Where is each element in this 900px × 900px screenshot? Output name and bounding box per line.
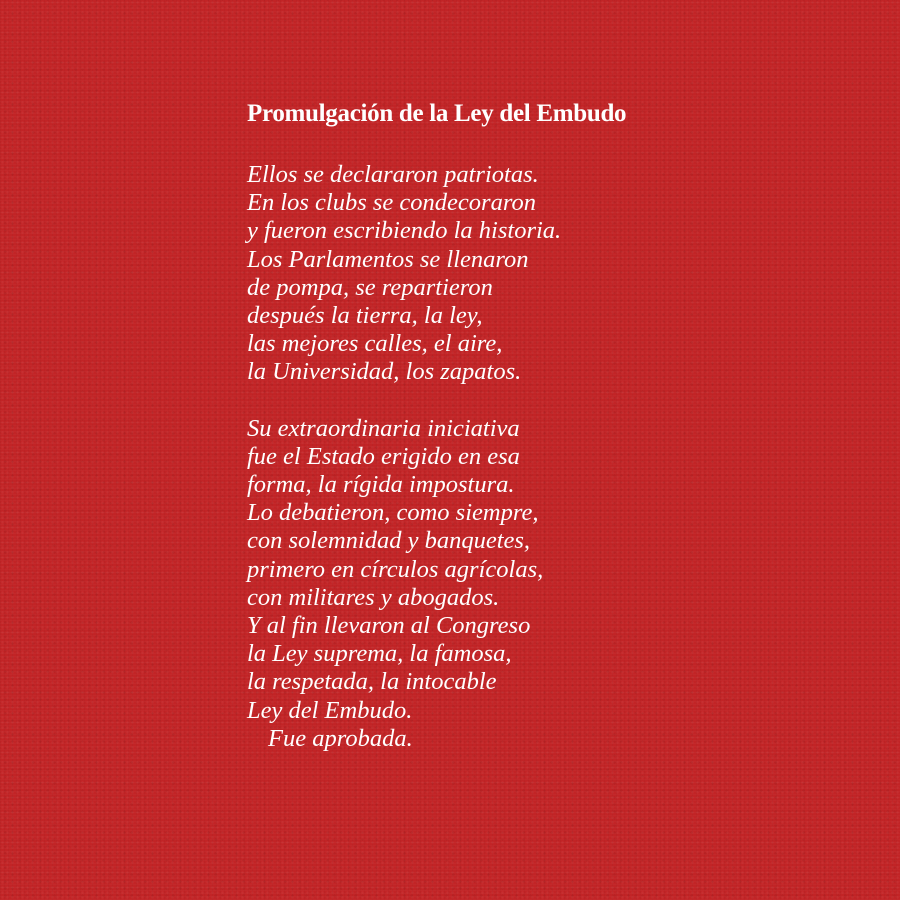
poem-page xyxy=(247,97,867,753)
verse-line: Ellos se declararon patriotas. xyxy=(247,161,539,188)
verse-line: de pompa, se repartieron xyxy=(247,273,493,301)
verse-line: En los clubs se condecoraron xyxy=(247,189,536,217)
verse-line: Los Parlamentos se llenaron xyxy=(247,245,529,273)
verse-line: primero en círculos agrícolas, xyxy=(247,555,544,583)
verse-line: y fueron escribiendo la historia. xyxy=(247,217,562,245)
verse-line: fue el Estado erigido en esa xyxy=(247,442,520,470)
verse-line: la respetada, la intocable xyxy=(247,668,497,696)
stanza-2 xyxy=(247,415,867,753)
verse-line: la Ley suprema, la famosa, xyxy=(247,640,512,668)
verse-line: la Universidad, los zapatos. xyxy=(247,358,522,386)
verse-line: Ley del Embudo. xyxy=(247,696,413,724)
verse-line: forma, la rígida impostura. xyxy=(247,471,515,499)
stanza-1 xyxy=(247,161,867,387)
poem-title: Promulgación de la Ley del Embudo xyxy=(247,100,627,127)
verse-line: con solemnidad y banquetes, xyxy=(247,527,531,555)
verse-line: Su extraordinaria iniciativa xyxy=(247,414,520,442)
verse-line: las mejores calles, el aire, xyxy=(247,330,503,358)
verse-line: Y al fin llevaron al Congreso xyxy=(247,612,531,640)
verse-line-indented: Fue aprobada. xyxy=(268,724,413,752)
verse-line: después la tierra, la ley, xyxy=(247,302,483,330)
verse-line: Lo debatieron, como siempre, xyxy=(247,499,539,527)
verse-line: con militares y abogados. xyxy=(247,583,500,611)
